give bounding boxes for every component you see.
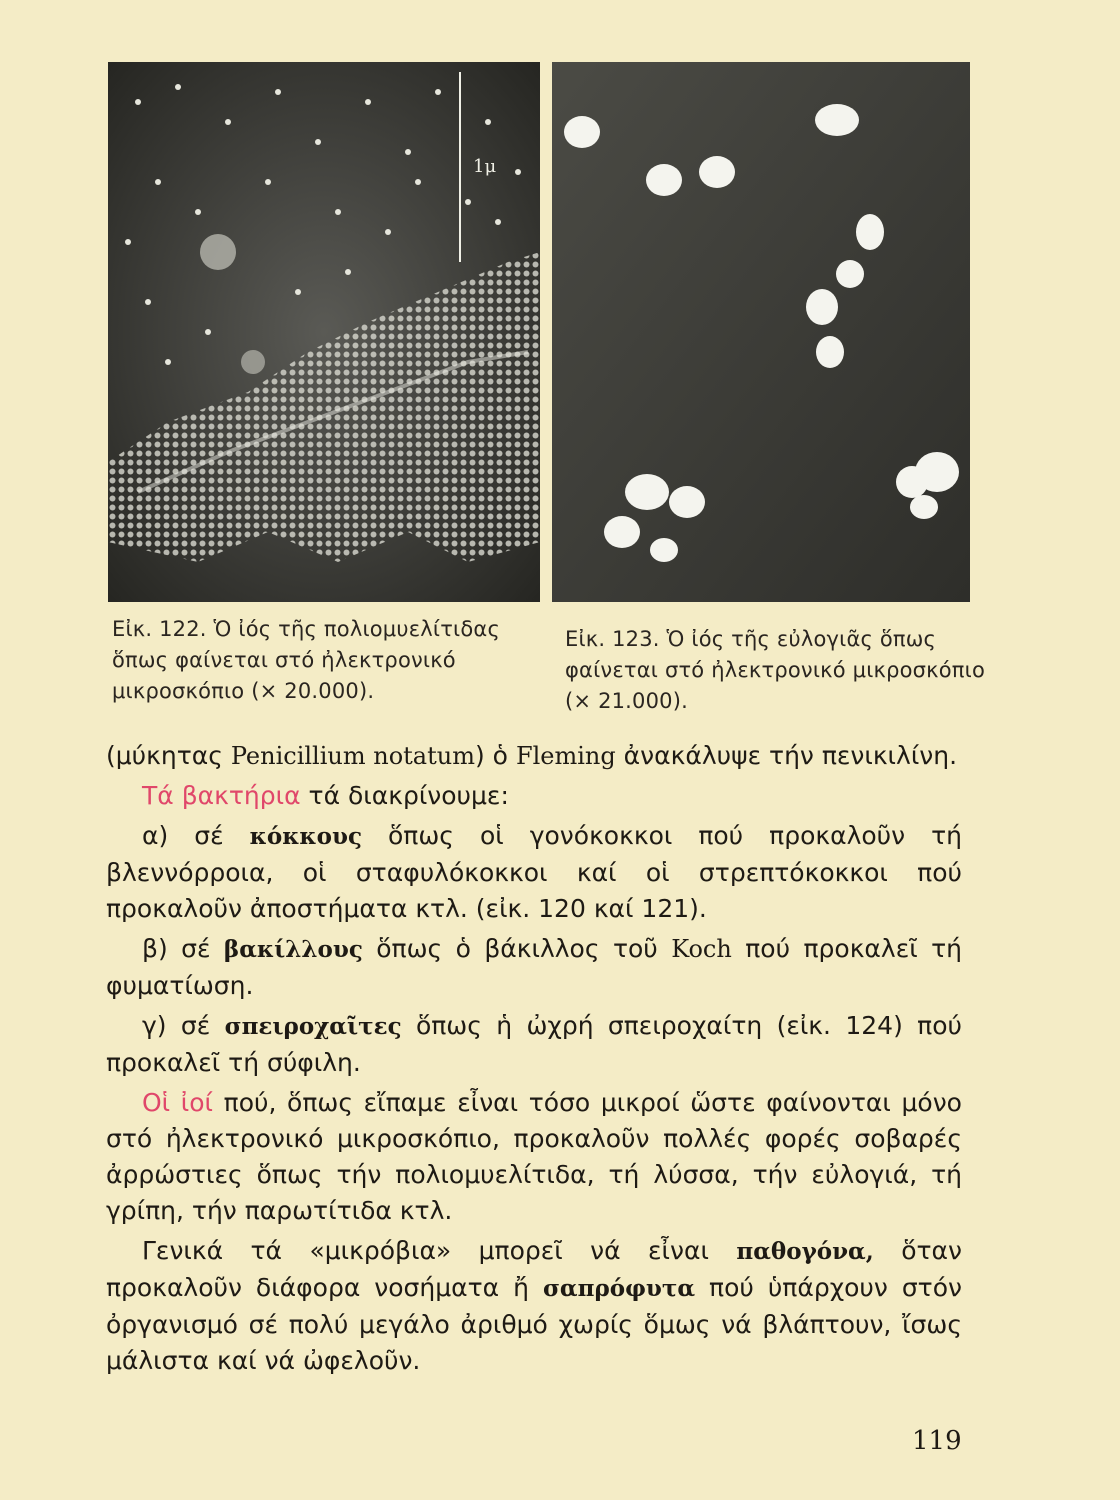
smallpox-image (552, 62, 970, 602)
paragraph-microbes: Γενικά τά «μικρόβια» μπορεῖ νά εἶναι παθογόνα, ὅταν προκαλοῦν διάφορα νοσήματα ἤ σαπρόφυτα πού ὑπάρχουν στόν ὀργανισμό σέ πολύ μεγάλο ἀριθμό χωρίς ὅμως νά βλάπτουν, ἴσως μάλιστα καί νά ὠφελοῦν. (106, 1236, 962, 1375)
polio-image (108, 62, 540, 602)
scale-bar-label: 1μ (473, 156, 497, 177)
micrograph-polio-virus (108, 62, 540, 602)
paragraph-cocci: α) σέ κόκκους ὅπως οἱ γονόκοκκοι πού προκαλοῦν τή βλεννόρροια, οἱ σταφυλόκοκκοι καί οἱ στρεπτόκοκκοι πού προκαλοῦν ἀποστήματα κτλ. (εἰκ. 120 καί 121). (106, 821, 962, 923)
paragraph-viruses: Οἱ ἰοί πού, ὅπως εἴπαμε εἶναι τόσο μικροί ὥστε φαίνονται μόνο στό ἠλεκτρονικό μικροσκόπιο, προκαλοῦν πολλές φορές σοβαρές ἀρρώστιες ὅπως τήν πολιομυελίτιδα, τή λύσσα, τήν εὐλογιά, τή γρίπη, τήν παρωτίτιδα κτλ. (106, 1088, 962, 1225)
paragraph-bacteria-heading: Τά βακτήρια τά διακρίνουμε: (142, 781, 509, 810)
page-number: 119 (912, 1426, 962, 1456)
paragraph-penicillin: (μύκητας Penicillium notatum) ὁ Fleming ἀνακάλυψε τήν πενικιλίνη. (106, 741, 958, 770)
figure-123-caption: Εἰκ. 123. Ὁ ἰός τῆς εὐλογιᾶς ὅπως φαίνεται στό ἠλεκτρονικό μικροσκόπιο (× 21.000). (565, 627, 986, 713)
highlight-viruses: Οἱ ἰοί (142, 1088, 213, 1117)
figure-122-caption: Εἰκ. 122. Ὁ ἰός τῆς πολιομυελίτιδας ὅπως φαίνεται στό ἠλεκτρονικό μικροσκόπιο (× 20.000). (112, 617, 500, 703)
main-text (106, 738, 962, 1383)
micrograph-smallpox-virus (552, 62, 970, 602)
paragraph-spirochetes: γ) σέ σπειροχαῖτες ὅπως ἡ ὠχρή σπειροχαίτη (εἰκ. 124) πού προκαλεῖ τή σύφιλη. (106, 1011, 962, 1077)
paragraph-bacilli: β) σέ βακίλλους ὅπως ὁ βάκιλλος τοῦ Koch πού προκαλεῖ τή φυματίωση. (106, 934, 962, 1000)
highlight-bacteria: Τά βακτήρια (142, 781, 301, 810)
